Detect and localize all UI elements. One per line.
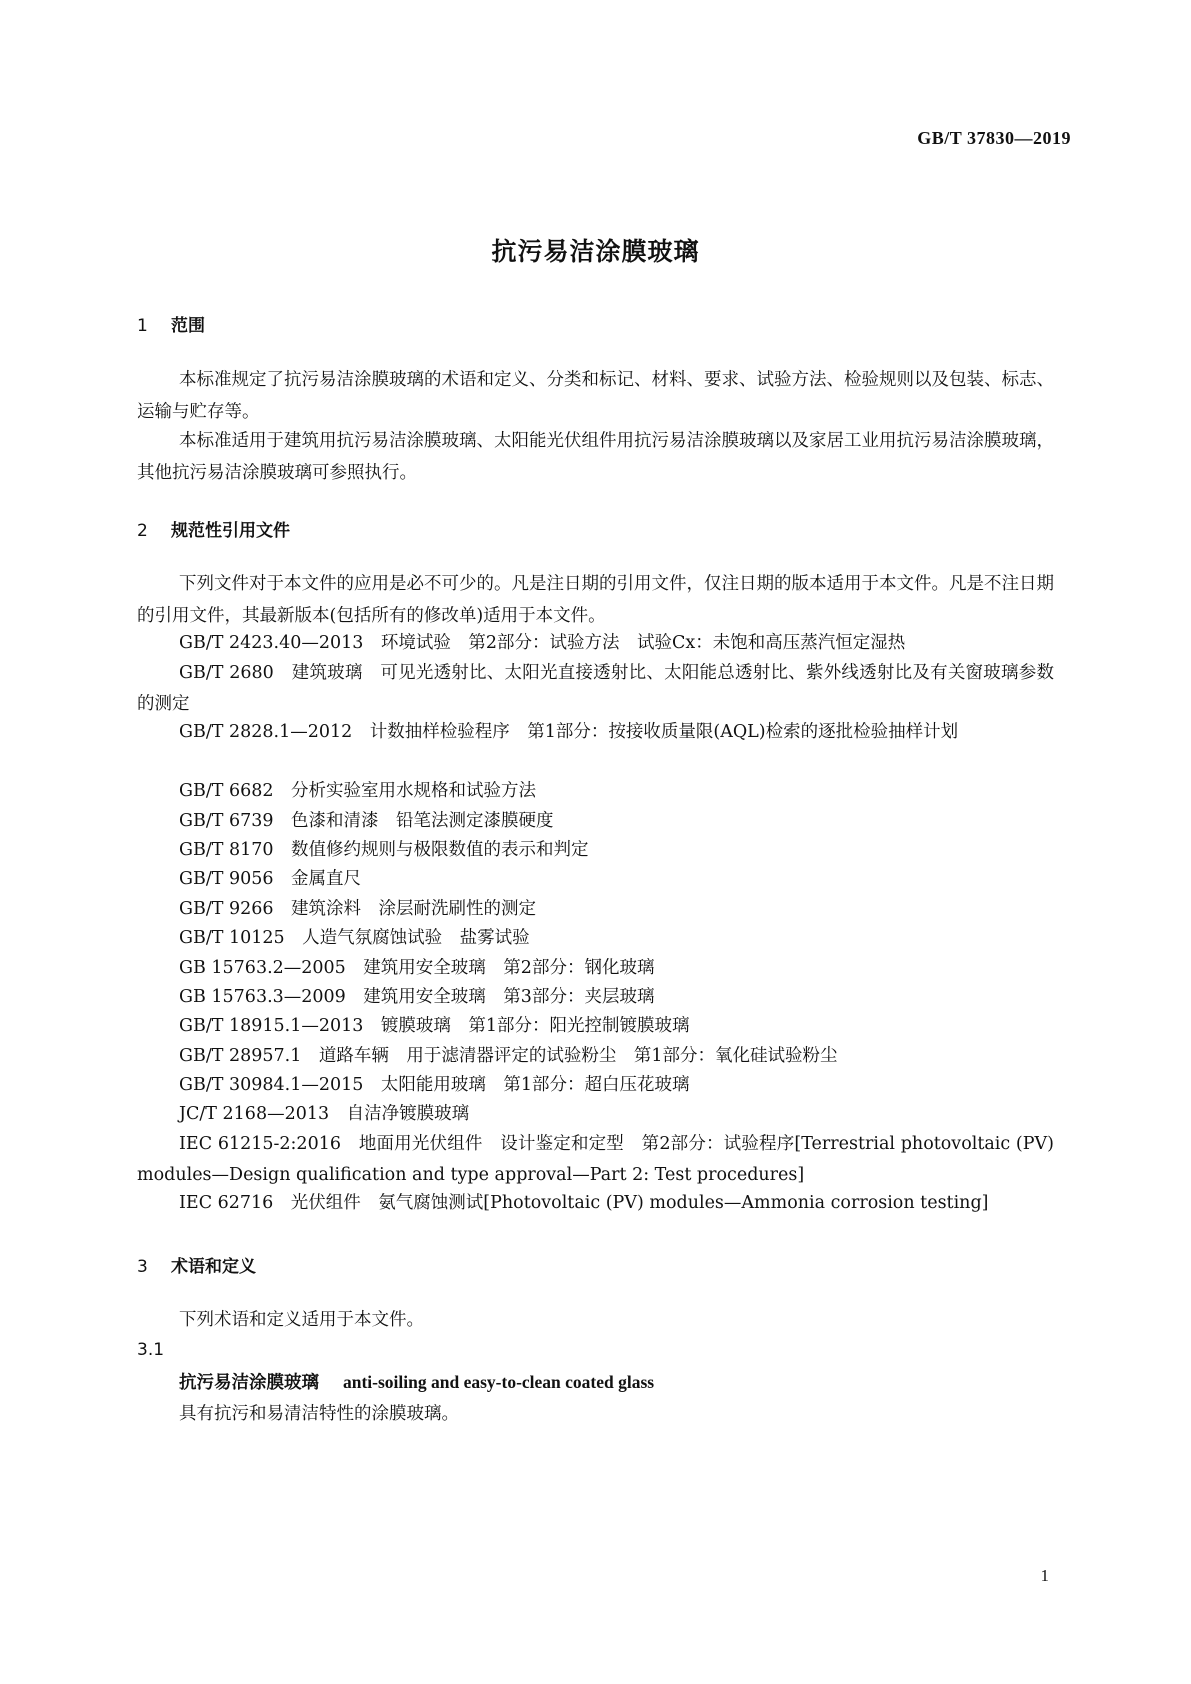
reference-item: GB/T 8170 数值修约规则与极限数值的表示和判定 bbox=[179, 840, 589, 860]
reference-item: JC/T 2168—2013 自洁净镀膜玻璃 bbox=[179, 1104, 470, 1124]
section-1-heading bbox=[137, 311, 205, 336]
page-number: 1 bbox=[1040, 1566, 1049, 1585]
reference-item: GB/T 10125 人造气氛腐蚀试验 盐雾试验 bbox=[179, 928, 530, 948]
reference-item: GB 15763.2—2005 建筑用安全玻璃 第2部分：钢化玻璃 bbox=[179, 958, 655, 978]
section-title: 规范性引用文件 bbox=[171, 521, 290, 541]
term-definition: 具有抗污和易清洁特性的涂膜玻璃。 bbox=[179, 1404, 459, 1424]
document-title: 抗污易洁涂膜玻璃 bbox=[491, 237, 700, 266]
paragraph: 本标准适用于建筑用抗污易洁涂膜玻璃、太阳能光伏组件用抗污易洁涂膜玻璃以及家居工业用抗污易洁涂膜玻璃，其他抗污易洁涂膜玻璃可参照执行。 bbox=[137, 431, 1054, 483]
paragraph: 下列术语和定义适用于本文件。 bbox=[179, 1310, 424, 1330]
reference-item: GB/T 2680 建筑玻璃 可见光透射比、太阳光直接透射比、太阳能总透射比、紫外线透射比及有关窗玻璃参数的测定 bbox=[137, 663, 1054, 714]
reference-item: GB/T 2423.40—2013 环境试验 第2部分：试验方法 试验Cx：未饱和高压蒸汽恒定湿热 bbox=[179, 633, 906, 653]
term-number: 3.1 bbox=[137, 1340, 165, 1360]
reference-item: GB/T 30984.1—2015 太阳能用玻璃 第1部分：超白压花玻璃 bbox=[179, 1075, 690, 1095]
reference-item: IEC 62716 光伏组件 氨气腐蚀测试[Photovoltaic (PV) modules—Ammonia corrosion testing] bbox=[179, 1193, 989, 1213]
section-title: 范围 bbox=[171, 316, 205, 336]
section-number: 1 bbox=[137, 316, 148, 336]
term-english: anti-soiling and easy-to-clean coated glass bbox=[343, 1372, 655, 1392]
reference-item: GB/T 6739 色漆和清漆 铅笔法测定漆膜硬度 bbox=[179, 811, 554, 831]
paragraph: 下列文件对于本文件的应用是必不可少的。凡是注日期的引用文件，仅注日期的版本适用于本文件。凡是不注日期的引用文件，其最新版本(包括所有的修改单)适用于本文件。 bbox=[137, 574, 1054, 626]
document-code: GB/T 37830—2019 bbox=[917, 128, 1071, 148]
reference-item: GB/T 2828.1—2012 计数抽样检验程序 第1部分：按接收质量限(AQL)检索的逐批检验抽样计划 bbox=[179, 722, 959, 742]
section-number: 3 bbox=[137, 1257, 148, 1277]
reference-item: GB/T 9056 金属直尺 bbox=[179, 869, 362, 889]
reference-item: IEC 61215-2:2016 地面用光伏组件 设计鉴定和定型 第2部分：试验程序[Terrestrial photovoltaic (PV) modules—Design qualification and type approval—Part 2: Test procedures] bbox=[137, 1134, 1054, 1185]
reference-item: GB/T 18915.1—2013 镀膜玻璃 第1部分：阳光控制镀膜玻璃 bbox=[179, 1016, 690, 1036]
reference-item: GB/T 6682 分析实验室用水规格和试验方法 bbox=[179, 781, 537, 801]
section-2-heading bbox=[137, 516, 290, 541]
section-title: 术语和定义 bbox=[171, 1257, 256, 1277]
section-3-heading bbox=[137, 1252, 256, 1277]
reference-item: GB/T 28957.1 道路车辆 用于滤清器评定的试验粉尘 第1部分：氧化硅试验粉尘 bbox=[179, 1046, 838, 1066]
paragraph: 本标准规定了抗污易洁涂膜玻璃的术语和定义、分类和标记、材料、要求、试验方法、检验规则以及包装、标志、运输与贮存等。 bbox=[137, 370, 1054, 422]
reference-item: GB 15763.3—2009 建筑用安全玻璃 第3部分：夹层玻璃 bbox=[179, 987, 655, 1007]
term-chinese: 抗污易洁涂膜玻璃 bbox=[179, 1373, 319, 1393]
reference-item: GB/T 9266 建筑涂料 涂层耐洗刷性的测定 bbox=[179, 899, 537, 919]
section-number: 2 bbox=[137, 521, 148, 541]
term-entry bbox=[179, 1369, 654, 1394]
